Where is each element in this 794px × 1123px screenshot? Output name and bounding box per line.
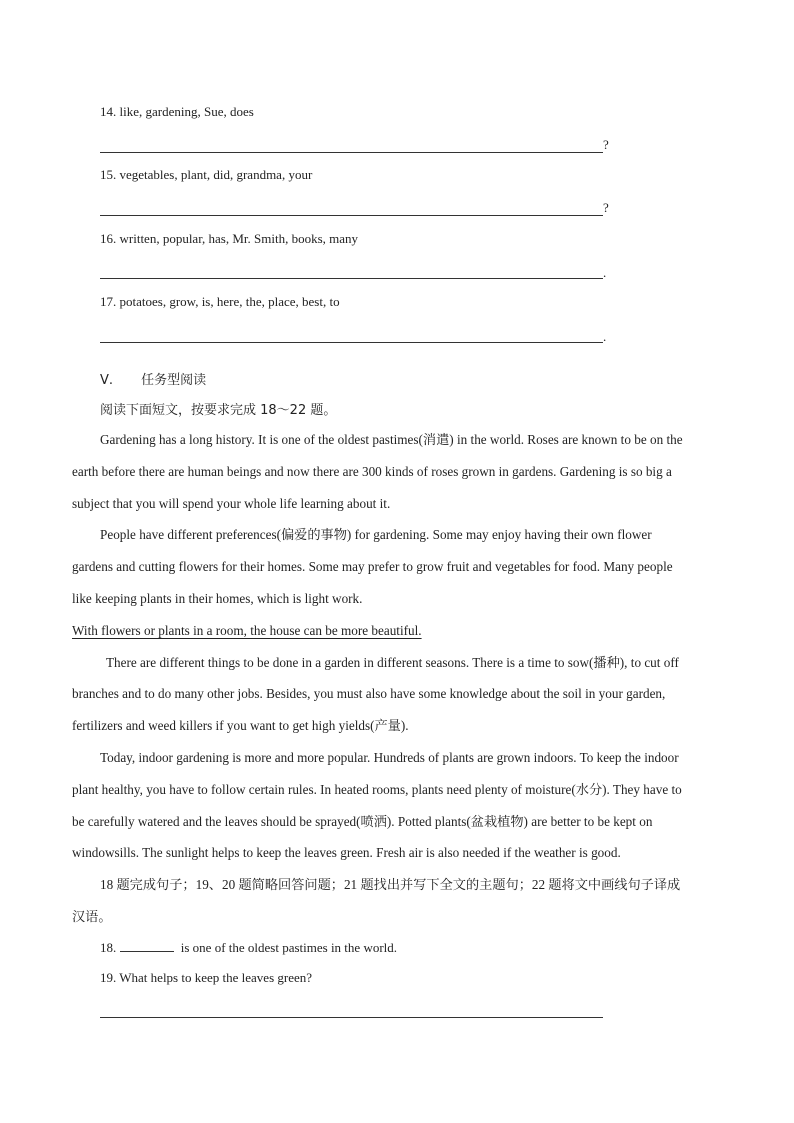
question-number: 15. bbox=[100, 167, 117, 182]
p1-line-3: subject that you will spend your whole life learning about it. bbox=[72, 495, 391, 511]
answer-line-19[interactable] bbox=[100, 1017, 603, 1018]
question-number: 17. bbox=[100, 294, 117, 309]
p3-line-3: fertilizers and weed killers if you want to get high yields(产量). bbox=[72, 718, 409, 734]
question-16 bbox=[100, 231, 358, 247]
question-14 bbox=[100, 104, 254, 120]
question-17 bbox=[100, 294, 340, 310]
question-number: 19. bbox=[100, 970, 117, 985]
answer-line-14[interactable] bbox=[100, 152, 603, 153]
question-text: What helps to keep the leaves green? bbox=[119, 970, 313, 985]
p4-line-1: Today, indoor gardening is more and more popular. Hundreds of plants are grown indoors. To keep the indoor bbox=[100, 749, 679, 765]
p1-line-1: Gardening has a long history. It is one of the oldest pastimes(消遣) in the world. Roses are known to be on the bbox=[100, 432, 683, 447]
p4-line-3: be carefully watered and the leaves should be sprayed(喷洒). Potted plants(盆栽植物) are better to be kept on bbox=[72, 813, 653, 829]
question-18 bbox=[100, 939, 397, 956]
end-mark-17: . bbox=[603, 329, 607, 344]
instruction: 阅读下面短文，按要求完成 18～22 题。 bbox=[100, 403, 337, 418]
question-number: 14. bbox=[100, 104, 117, 119]
p3-line-1: There are different things to be done in a garden in different seasons. There is a time to sow(播种), to cut off bbox=[106, 654, 679, 670]
passage bbox=[72, 424, 724, 933]
p3-line-2: branches and to do many other jobs. Besides, you must also have some knowledge about the soil in your garden, bbox=[72, 686, 666, 702]
p2-line-2: gardens and cutting flowers for their homes. Some may prefer to grow fruit and vegetables for food. Many people bbox=[72, 559, 673, 575]
p4-line-2: plant healthy, you have to follow certain rules. In heated rooms, plants need plenty of moisture(水分). They have to bbox=[72, 781, 682, 797]
p1-line-2: earth before there are human beings and now there are 300 kinds of roses grown in gardens. Gardening is so big a bbox=[72, 463, 672, 479]
section-numeral: Ⅴ. bbox=[100, 373, 114, 388]
underlined-sentence: With flowers or plants in a room, the house can be more beautiful. bbox=[72, 622, 422, 638]
p2-line-1: People have different preferences(偏爱的事物) for gardening. Some may enjoy having their own flower bbox=[100, 527, 652, 543]
question-19 bbox=[100, 970, 312, 986]
question-words: vegetables, plant, did, grandma, your bbox=[119, 167, 313, 182]
question-words: potatoes, grow, is, here, the, place, best, to bbox=[119, 294, 340, 309]
end-mark-15: ? bbox=[603, 200, 609, 215]
end-mark-14: ? bbox=[603, 137, 609, 152]
question-words: like, gardening, Sue, does bbox=[119, 104, 254, 119]
p2-line-3: like keeping plants in their homes, which is light work. bbox=[72, 590, 363, 606]
question-15 bbox=[100, 167, 312, 183]
answer-line-17[interactable] bbox=[100, 342, 603, 343]
question-text: is one of the oldest pastimes in the world. bbox=[177, 940, 398, 955]
task-line-2: 汉语。 bbox=[72, 908, 112, 924]
question-number: 18. bbox=[100, 940, 117, 955]
p4-line-4: windowsills. The sunlight helps to keep the leaves green. Fresh air is also needed if the weather is good. bbox=[72, 845, 621, 861]
answer-line-16[interactable] bbox=[100, 278, 603, 279]
question-number: 16. bbox=[100, 231, 117, 246]
task-line-1: 18 题完成句子；19、20 题简略回答问题；21 题找出并写下全文的主题句；22 题将文中画线句子译成 bbox=[100, 877, 681, 893]
question-words: written, popular, has, Mr. Smith, books, many bbox=[119, 231, 359, 246]
end-mark-16: . bbox=[603, 265, 607, 280]
fill-blank-18[interactable] bbox=[120, 939, 174, 952]
answer-line-15[interactable] bbox=[100, 215, 603, 216]
section-heading bbox=[100, 369, 206, 388]
section-title: 任务型阅读 bbox=[141, 373, 207, 388]
